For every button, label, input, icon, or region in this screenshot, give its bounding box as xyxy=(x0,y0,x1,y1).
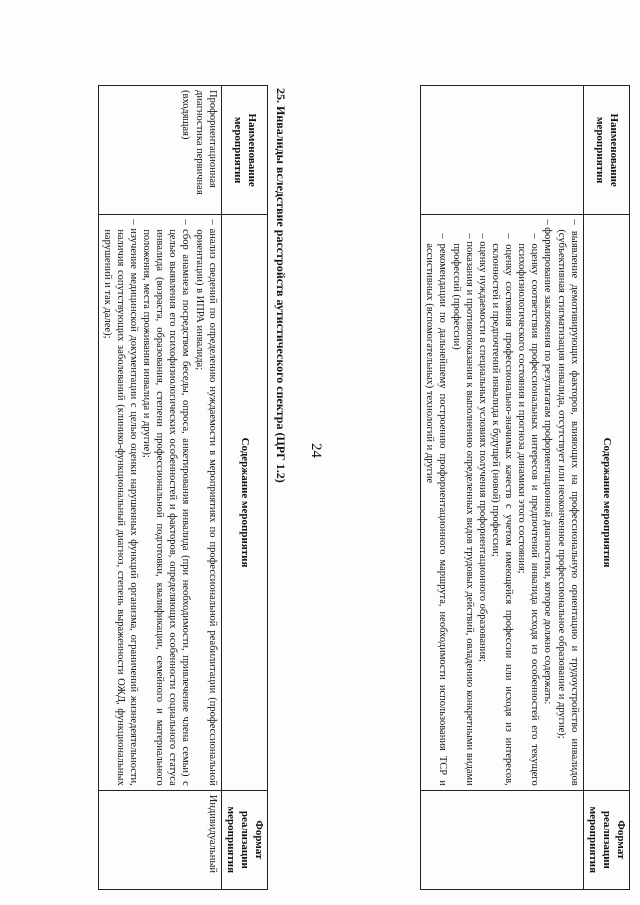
column-header-content: Содержание мероприятия xyxy=(583,215,629,790)
cell-name xyxy=(421,86,584,215)
list-item: – показания и противопоказания к выполнению определенных видов трудовых действий, овладению конкретными видами профессий (профессии) xyxy=(450,233,476,785)
list-item: – формирование заключения по результатам профориентационной диагностики, которое должно содержать: xyxy=(541,219,554,785)
cell-format: Индивидуальный xyxy=(98,790,221,889)
table-header-row xyxy=(583,86,629,890)
cell-format xyxy=(421,790,584,889)
column-header-format: Формат реализации мероприятия xyxy=(221,790,267,889)
cell-content xyxy=(98,215,221,790)
list-item: – анализ сведений по определению нуждаемости в мероприятиях по профессиональной реабилитации (профессиональной ориентации) в ИПРА инвалида; xyxy=(193,219,219,785)
column-header-format: Формат реализации мероприятия xyxy=(583,790,629,889)
sub-list xyxy=(423,219,541,785)
column-header-name: Наименование мероприятия xyxy=(583,86,629,215)
content-list xyxy=(101,219,219,785)
list-item: – оценку состояния профессионально-значимых качеств с учетом имеющейся профессии или исходя из интересов, склонностей и предпочтений инвалида к будущей (новой) профессии; xyxy=(489,233,515,785)
table-row xyxy=(421,86,584,890)
table-row xyxy=(98,86,221,890)
list-item: – оценку соответствия профессиональных интересов и предпочтений инвалида исходя из особенностей его текущего психофизиологического состояния и прогноза динамики этого состояния; xyxy=(515,233,541,785)
activity-table-2 xyxy=(98,85,268,890)
content-list xyxy=(541,219,580,785)
cell-content xyxy=(421,215,584,790)
column-header-name: Наименование мероприятия xyxy=(221,86,267,215)
page-number: 24 xyxy=(308,443,324,458)
list-item: – оценку нуждаемости в специальных условиях получения профориентационного образования; xyxy=(476,233,489,785)
cell-name: Профориентационная диагностика первичная (входящая) xyxy=(98,86,221,215)
list-item: – выявление демотивирующих факторов, влияющих на профессиональную ориентацию и трудоустройство инвалидов (субъективная стигматизация инвалида, отсутствует или неоконченное профессиональное образование и другие); xyxy=(555,219,581,785)
list-item: – сбор анамнеза посредством беседы, опроса, анкетирования инвалида (при необходимости, привлечение члена семьи) с целью выявления его психофизиологических особенностей и факторов, определяющих особенности социального статуса инвалида (возраста, образования, степени профессиональной подготовки, квалификации, семейного и материального положения, места проживания инвалида и другие); xyxy=(140,219,193,785)
list-item: – рекомендации по дальнейшему построению профориентационного маршрута, необходимости использования ТСР и ассистивных (вспомогательных) технологий и другие xyxy=(423,233,449,785)
section-title: 25. Инвалиды вследствие расстройств аутистического спектра (ЦРГ 1.2) xyxy=(274,88,288,483)
table-header-row xyxy=(221,86,267,890)
list-item: – изучение медицинской документации с целью оценки нарушенных функций организма, ограничений жизнедеятельности, наличия сопутствующих заболеваний (клинико-функциональный диагноз, степень выраженности ОЖД, функциональных нарушений и так далее); xyxy=(101,219,140,785)
activity-table-1 xyxy=(420,85,630,890)
column-header-content: Содержание мероприятия xyxy=(221,215,267,790)
